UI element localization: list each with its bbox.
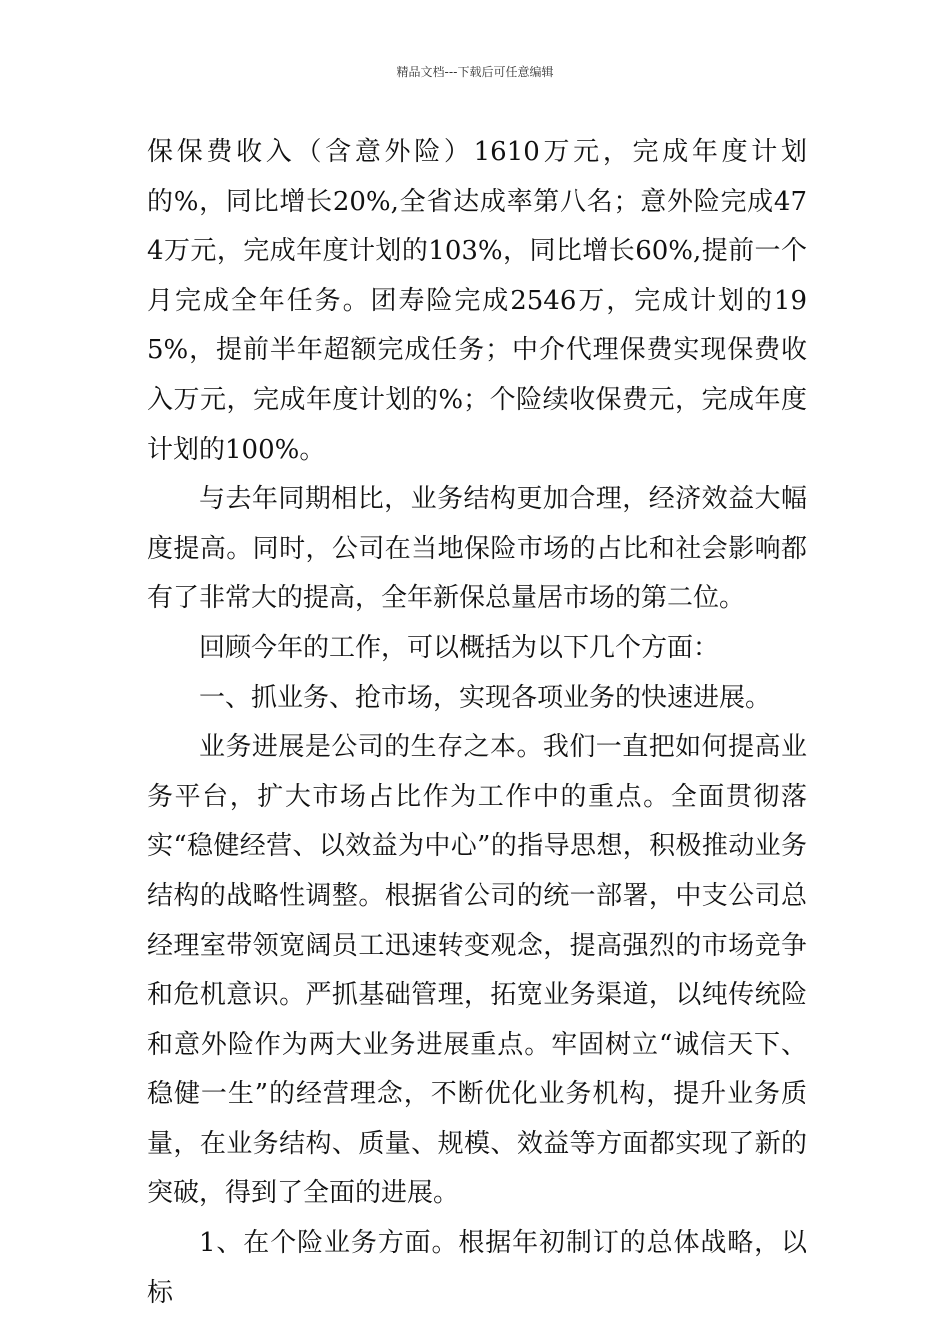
document-body [147,128,807,1318]
paragraph-premium-results: 保保费收入（含意外险）1610万元，完成年度计划的%，同比增长20%,全省达成率第八名；意外险完成474万元，完成年度计划的103%，同比增长60%,提前一个月完成全年任务。团寿险完成2546万，完成计划的195%，提前半年超额完成任务；中介代理保费实现保费收入万元，完成年度计划的%；个险续收保费元，完成年度计划的100%。 [147,137,807,465]
section-heading-business-market: 一、抓业务、抢市场，实现各项业务的快速进展。 [199,682,772,713]
paragraph-review-intro: 回顾今年的工作，可以概括为以下几个方面： [199,632,720,663]
paragraph-individual-insurance: 1、在个险业务方面。根据年初制订的总体战略，以标 [147,1228,807,1308]
paragraph-year-comparison: 与去年同期相比，业务结构更加合理，经济效益大幅度提高。同时，公司在当地保险市场的占比和社会影响都有了非常大的提高，全年新保总量居市场的第二位。 [147,484,807,614]
page-header: 精品文档---下载后可任意编辑 [396,65,554,79]
paragraph-business-development: 业务进展是公司的生存之本。我们一直把如何提高业务平台，扩大市场占比作为工作中的重点。全面贯彻落实“稳健经营、以效益为中心”的指导思想，积极推动业务结构的战略性调整。根据省公司的统一部署，中支公司总经理室带领宽阔员工迅速转变观念，提高强烈的市场竞争和危机意识。严抓基础管理，拓宽业务渠道，以纯传统险和意外险作为两大业务进展重点。牢固树立“诚信天下、稳健一生”的经营理念，不断优化业务机构，提升业务质量，在业务结构、质量、规模、效益等方面都实现了新的突破，得到了全面的进展。 [147,732,807,1209]
